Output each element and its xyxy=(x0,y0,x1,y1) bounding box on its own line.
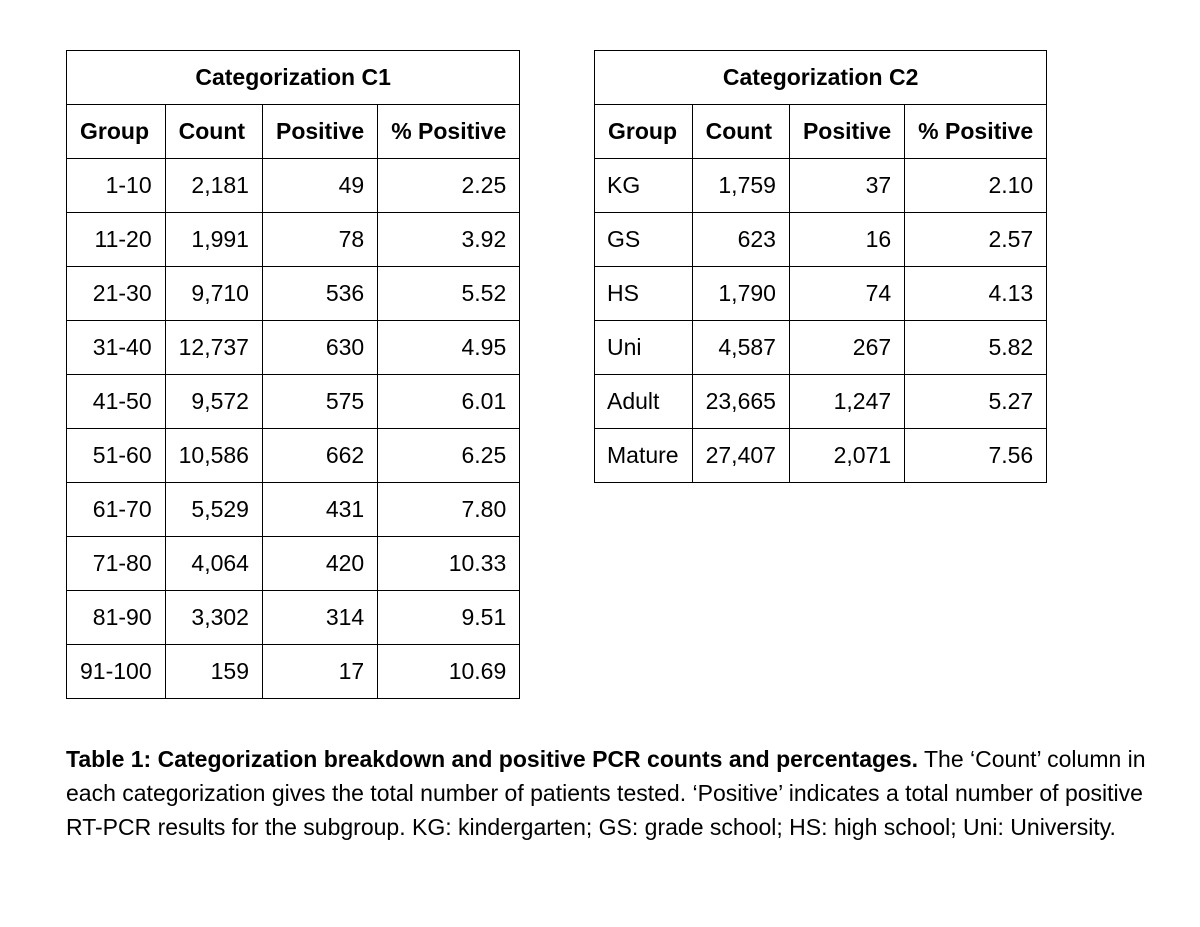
table-cell: 4,587 xyxy=(692,321,789,375)
header-row xyxy=(595,105,1047,159)
table-cell: 623 xyxy=(692,213,789,267)
table-cell: 662 xyxy=(262,429,377,483)
table-cell: 2.57 xyxy=(905,213,1047,267)
table-cell: Adult xyxy=(595,375,693,429)
table-cell: 1,991 xyxy=(165,213,262,267)
table-cell: 2.10 xyxy=(905,159,1047,213)
table-cell: 41-50 xyxy=(67,375,166,429)
table-row xyxy=(67,321,520,375)
table-cell: 159 xyxy=(165,645,262,699)
column-header: % Positive xyxy=(905,105,1047,159)
table-cell: 6.01 xyxy=(378,375,520,429)
caption-lead: Table 1: Categorization breakdown and positive PCR counts and percentages. xyxy=(66,746,919,772)
table-row xyxy=(67,591,520,645)
table-cell: 3,302 xyxy=(165,591,262,645)
table-cell: 5.82 xyxy=(905,321,1047,375)
table-cell: 21-30 xyxy=(67,267,166,321)
table-row xyxy=(67,159,520,213)
table-row xyxy=(595,213,1047,267)
table-cell: 5.27 xyxy=(905,375,1047,429)
table-cell: 2,181 xyxy=(165,159,262,213)
table-cell: 9,572 xyxy=(165,375,262,429)
table-row xyxy=(67,537,520,591)
table-cell: 6.25 xyxy=(378,429,520,483)
column-header: Group xyxy=(67,105,166,159)
table-cell: 10,586 xyxy=(165,429,262,483)
table-cell: KG xyxy=(595,159,693,213)
caption-body: The ‘Count’ column in each categorization gives the total number of patients tested. ‘Positive’ indicates a total number of positive RT-PCR results for the subgroup. KG: kindergarten; GS: grade school; HS: high school; Uni: University. xyxy=(66,746,1146,840)
table-cell: 267 xyxy=(789,321,904,375)
table-body xyxy=(67,159,520,699)
table-cell: 71-80 xyxy=(67,537,166,591)
column-header: Count xyxy=(692,105,789,159)
table-cell: Mature xyxy=(595,429,693,483)
table-title: Categorization C1 xyxy=(67,51,520,105)
table-cell: 10.69 xyxy=(378,645,520,699)
table-cell: 7.56 xyxy=(905,429,1047,483)
table-row xyxy=(595,267,1047,321)
table-cell: 27,407 xyxy=(692,429,789,483)
table-cell: 1,247 xyxy=(789,375,904,429)
table-title-row xyxy=(595,51,1047,105)
table-row xyxy=(67,483,520,537)
table-cell: 74 xyxy=(789,267,904,321)
table-cell: 314 xyxy=(262,591,377,645)
table-cell: 31-40 xyxy=(67,321,166,375)
table-cell: 3.92 xyxy=(378,213,520,267)
column-header: Positive xyxy=(789,105,904,159)
table-cell: 575 xyxy=(262,375,377,429)
table-cell: 12,737 xyxy=(165,321,262,375)
table-cell: 11-20 xyxy=(67,213,166,267)
table-cell: 536 xyxy=(262,267,377,321)
table-title: Categorization C2 xyxy=(595,51,1047,105)
table-cell: 630 xyxy=(262,321,377,375)
table-cell: 1,790 xyxy=(692,267,789,321)
table-cell: 17 xyxy=(262,645,377,699)
table-row xyxy=(67,429,520,483)
table-cell: 1,759 xyxy=(692,159,789,213)
table-row xyxy=(67,213,520,267)
table-cell: 1-10 xyxy=(67,159,166,213)
table-cell: 78 xyxy=(262,213,377,267)
table-cell: 5,529 xyxy=(165,483,262,537)
column-header: Positive xyxy=(262,105,377,159)
table-body xyxy=(595,159,1047,483)
column-header: Count xyxy=(165,105,262,159)
column-header: Group xyxy=(595,105,693,159)
table-row xyxy=(67,267,520,321)
table-cell: 2,071 xyxy=(789,429,904,483)
table-cell: GS xyxy=(595,213,693,267)
table-row xyxy=(67,375,520,429)
table-cell: 431 xyxy=(262,483,377,537)
table-caption xyxy=(66,742,1146,844)
table-categorization-c1 xyxy=(66,50,520,699)
table-row xyxy=(67,645,520,699)
table-cell: 9,710 xyxy=(165,267,262,321)
table-cell: 61-70 xyxy=(67,483,166,537)
table-cell: 37 xyxy=(789,159,904,213)
column-header: % Positive xyxy=(378,105,520,159)
table-cell: 420 xyxy=(262,537,377,591)
table-cell: 81-90 xyxy=(67,591,166,645)
table-cell: 5.52 xyxy=(378,267,520,321)
table-cell: HS xyxy=(595,267,693,321)
table-cell: 7.80 xyxy=(378,483,520,537)
table-cell: 4,064 xyxy=(165,537,262,591)
table-row xyxy=(595,429,1047,483)
header-row xyxy=(67,105,520,159)
table-cell: 91-100 xyxy=(67,645,166,699)
table-title-row xyxy=(67,51,520,105)
table-cell: 16 xyxy=(789,213,904,267)
table-cell: 10.33 xyxy=(378,537,520,591)
table-cell: 2.25 xyxy=(378,159,520,213)
table-cell: 23,665 xyxy=(692,375,789,429)
table-cell: 4.95 xyxy=(378,321,520,375)
table-categorization-c2 xyxy=(594,50,1047,483)
table-cell: 49 xyxy=(262,159,377,213)
table-cell: 51-60 xyxy=(67,429,166,483)
table-cell: 4.13 xyxy=(905,267,1047,321)
table-cell: 9.51 xyxy=(378,591,520,645)
table-cell: Uni xyxy=(595,321,693,375)
table-row xyxy=(595,321,1047,375)
table-row xyxy=(595,375,1047,429)
table-row xyxy=(595,159,1047,213)
